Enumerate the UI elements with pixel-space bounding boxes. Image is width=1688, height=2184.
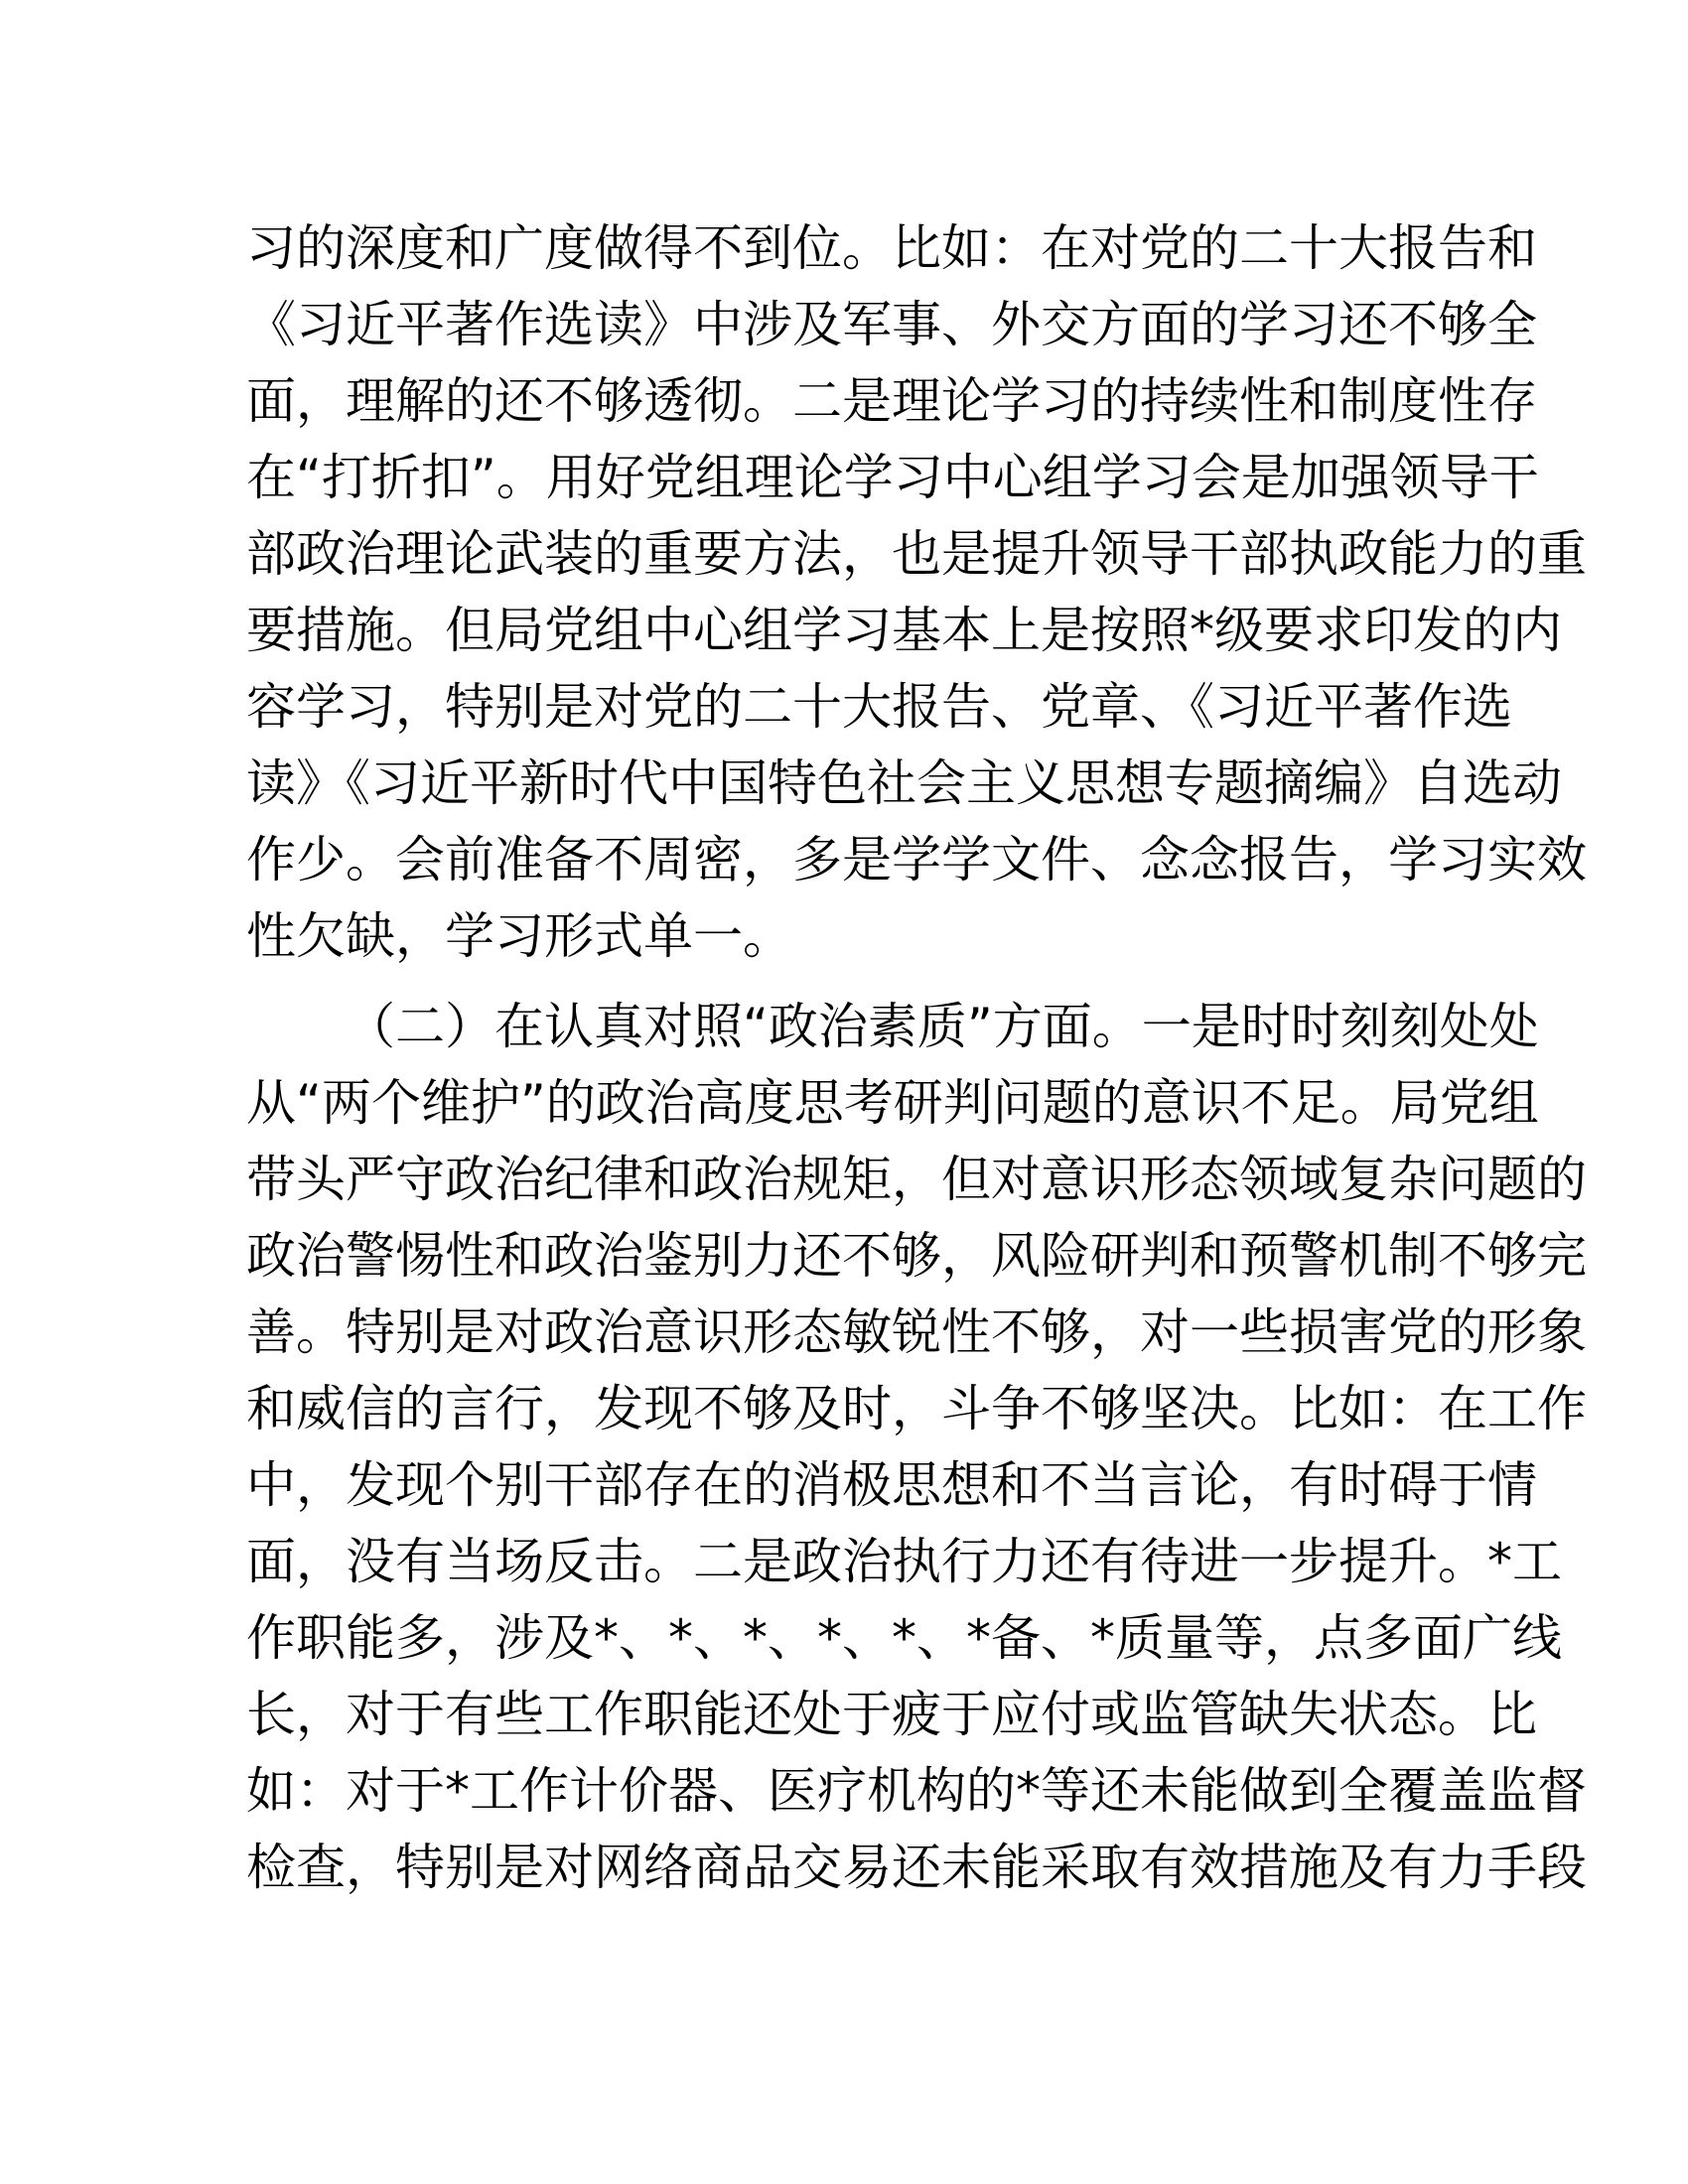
paragraph-theory-study [246, 210, 1587, 975]
text-line: 检查，特别是对网络商品交易还未能采取有效措施及有力手段 [246, 1839, 1587, 1896]
text-line: 要措施。但局党组中心组学习基本上是按照*级要求印发的内 [246, 602, 1562, 659]
text-line: （二）在认真对照“政治素质”方面。一是时时刻刻处处 [346, 998, 1539, 1055]
text-line: 从“两个维护”的政治高度思考研判问题的意识不足。局党组 [246, 1074, 1539, 1132]
text-line: 习的深度和广度做得不到位。比如：在对党的二十大报告和 [246, 219, 1537, 277]
text-line: 善。特别是对政治意识形态敏锐性不够，对一些损害党的形象 [246, 1303, 1587, 1361]
document-body [246, 210, 1587, 1906]
text-line: 作职能多，涉及*、*、*、*、*、*备、*质量等，点多面广线 [246, 1609, 1562, 1667]
text-line: 在“打折扣”。用好党组理论学习中心组学习会是加强领导干 [246, 449, 1539, 506]
text-line: 和威信的言行，发现不够及时，斗争不够坚决。比如：在工作 [246, 1380, 1587, 1437]
text-line: 如：对于*工作计价器、医疗机构的*等还未能做到全覆盖监督 [246, 1762, 1587, 1820]
text-line: 面，没有当场反击。二是政治执行力还有待进一步提升。*工 [246, 1533, 1562, 1590]
paragraph-spacer [246, 975, 1438, 989]
text-line: 作少。会前准备不周密，多是学学文件、念念报告，学习实效 [246, 831, 1587, 888]
paragraph-political-quality [246, 989, 1587, 1906]
text-line: 政治警惕性和政治鉴别力还不够，风险研判和预警机制不够完 [246, 1227, 1587, 1285]
text-line: 容学习，特别是对党的二十大报告、党章、《习近平著作选 [246, 678, 1512, 736]
text-line: 长，对于有些工作职能还处于疲于应付或监管缺失状态。比 [246, 1686, 1537, 1743]
text-line: 中，发现个别干部存在的消极思想和不当言论，有时碍于情 [246, 1456, 1537, 1514]
text-line: 面，理解的还不够透彻。二是理论学习的持续性和制度性存 [246, 372, 1537, 430]
text-line: 《习近平著作选读》中涉及军事、外交方面的学习还不够全 [246, 296, 1537, 353]
text-line: 性欠缺，学习形式单一。 [246, 907, 792, 965]
text-line: 带头严守政治纪律和政治规矩，但对意识形态领域复杂问题的 [246, 1151, 1587, 1208]
text-line: 读》《习近平新时代中国特色社会主义思想专题摘编》自选动 [246, 754, 1562, 812]
text-line: 部政治理论武装的重要方法，也是提升领导干部执政能力的重 [246, 525, 1587, 583]
